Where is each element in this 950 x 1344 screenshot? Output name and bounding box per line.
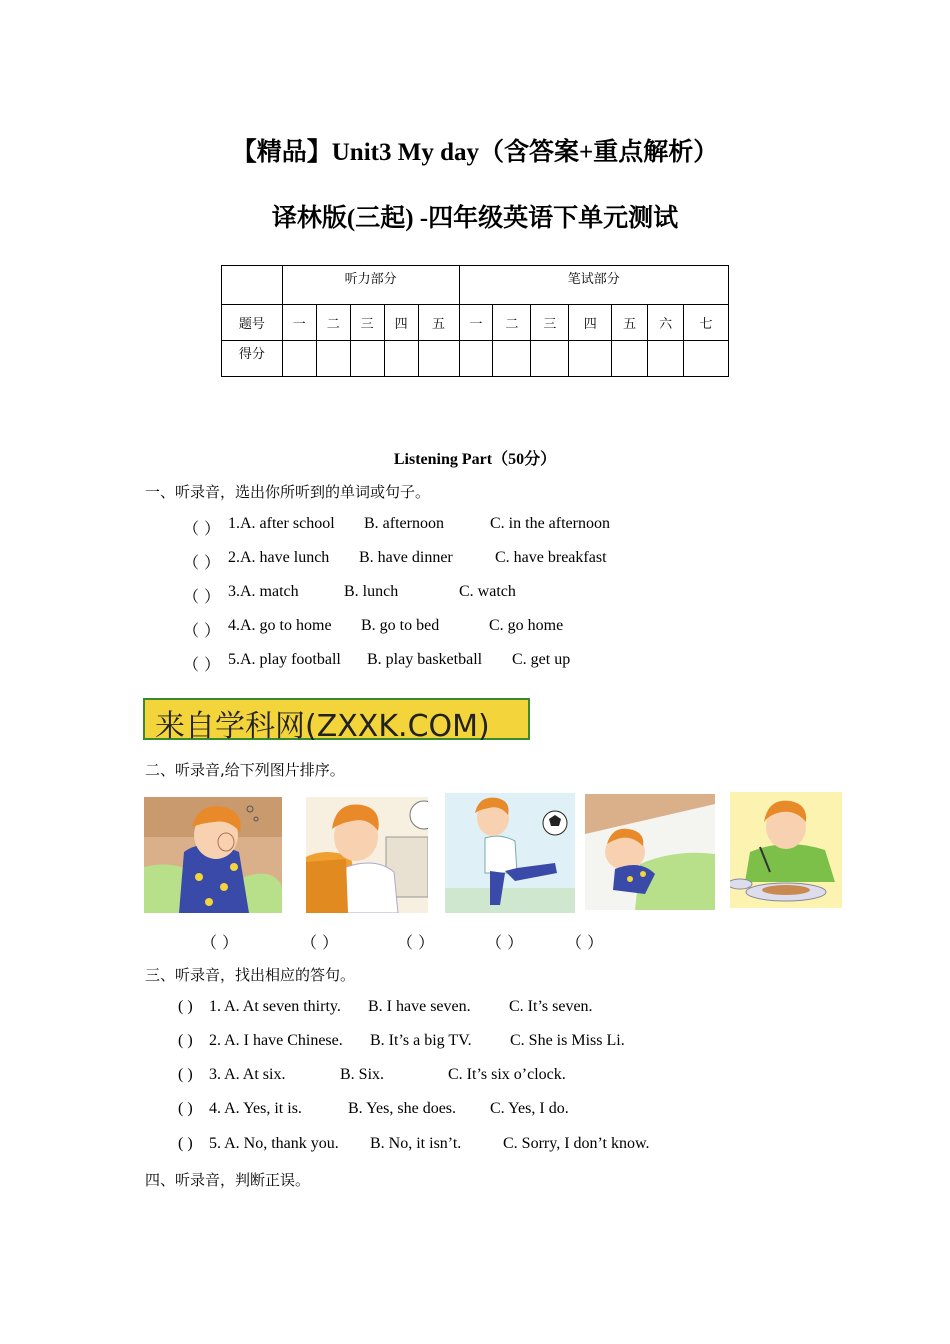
section4-heading: 四、听录音，判断正误。 [145,1171,311,1189]
answer-bracket[interactable]: （ ） [183,553,221,572]
writing-number: 三 [531,305,569,341]
writing-number: 二 [493,305,531,341]
answer-bracket[interactable]: ( ) [178,998,193,1015]
zxxk-watermark-logo: 来自学科网(ZXXK.COM) [143,698,530,740]
option-c: C. Sorry, I don’t know. [503,1135,650,1152]
option-a: 3.A. match [228,583,299,600]
writing-number: 五 [612,305,648,341]
option-c: C. She is Miss Li. [510,1032,625,1049]
option-b: B. play basketball [367,651,483,668]
listening-number: 三 [350,305,384,341]
boy-with-schoolbag-picture [306,797,428,913]
listening-number: 二 [316,305,350,341]
score-cell[interactable] [569,341,612,377]
writing-number: 七 [684,305,729,341]
option-c: C. It’s six o’clock. [448,1066,566,1083]
score-cell[interactable] [316,341,350,377]
order-bracket[interactable]: （ ） [566,933,604,952]
answer-bracket[interactable]: ( ) [178,1066,193,1083]
listening-header: 听力部分 [282,266,459,305]
option-c: C. watch [459,583,516,600]
table-corner-cell [222,266,283,305]
section3-heading: 三、听录音，找出相应的答句。 [145,966,356,984]
answer-bracket[interactable]: ( ) [178,1135,193,1152]
option-a: 5. A. No, thank you. [209,1135,339,1152]
listening-number: 一 [282,305,316,341]
option-c: C. have breakfast [495,549,607,566]
row-label-score: 得分 [222,341,283,377]
answer-bracket[interactable]: （ ） [183,621,221,640]
page-subtitle: 译林版(三起) -四年级英语下单元测试 [271,205,679,232]
row-label-number: 题号 [222,305,283,341]
section2-heading: 二、听录音,给下列图片排序。 [145,761,345,779]
option-b: B. Yes, she does. [348,1100,457,1117]
score-cell[interactable] [493,341,531,377]
option-a: 2.A. have lunch [228,549,330,566]
order-bracket[interactable]: （ ） [301,933,339,952]
boy-yawning-picture [144,797,282,913]
writing-number: 四 [569,305,612,341]
option-b: B. afternoon [364,515,444,532]
answer-bracket[interactable]: ( ) [178,1100,193,1117]
option-c: C. get up [512,651,571,668]
score-cell[interactable] [648,341,684,377]
writing-number: 一 [459,305,493,341]
option-b: B. It’s a big TV. [370,1032,472,1049]
option-b: B. No, it isn’t. [370,1135,462,1152]
option-c: C. in the afternoon [490,515,610,532]
order-bracket[interactable]: （ ） [397,933,435,952]
option-a: 4. A. Yes, it is. [209,1100,302,1117]
score-cell[interactable] [384,341,418,377]
option-b: B. go to bed [361,617,440,634]
option-b: B. I have seven. [368,998,471,1015]
score-cell[interactable] [612,341,648,377]
option-a: 5.A. play football [228,651,341,668]
option-a: 4.A. go to home [228,617,332,634]
option-a: 1. A. At seven thirty. [209,998,341,1015]
listening-part-heading: Listening Part（50分） [393,451,557,468]
boy-eating-dinner-picture [730,792,842,908]
page-title: 【精品】Unit3 My day（含答案+重点解析） [231,139,719,166]
score-table [221,265,729,377]
option-c: C. go home [489,617,564,634]
answer-bracket[interactable]: ( ) [178,1032,193,1049]
option-b: B. Six. [340,1066,385,1083]
option-a: 1.A. after school [228,515,335,532]
option-c: C. Yes, I do. [490,1100,569,1117]
listening-number: 四 [384,305,418,341]
order-bracket[interactable]: （ ） [201,933,239,952]
answer-bracket[interactable]: （ ） [183,587,221,606]
writing-number: 六 [648,305,684,341]
listening-number: 五 [418,305,459,341]
section1-heading: 一、听录音，选出你所听到的单词或句子。 [145,483,431,501]
score-cell[interactable] [282,341,316,377]
score-cell[interactable] [350,341,384,377]
answer-bracket[interactable]: （ ） [183,519,221,538]
option-b: B. have dinner [359,549,453,566]
option-c: C. It’s seven. [509,998,593,1015]
boy-playing-football-picture [445,793,575,913]
score-cell[interactable] [418,341,459,377]
boy-sleeping-picture [585,794,715,910]
score-cell[interactable] [684,341,729,377]
score-cell[interactable] [531,341,569,377]
writing-header: 笔试部分 [459,266,729,305]
answer-bracket[interactable]: （ ） [183,655,221,674]
option-a: 3. A. At six. [209,1066,286,1083]
score-cell[interactable] [459,341,493,377]
option-b: B. lunch [344,583,399,600]
option-a: 2. A. I have Chinese. [209,1032,343,1049]
order-bracket[interactable]: （ ） [486,933,524,952]
